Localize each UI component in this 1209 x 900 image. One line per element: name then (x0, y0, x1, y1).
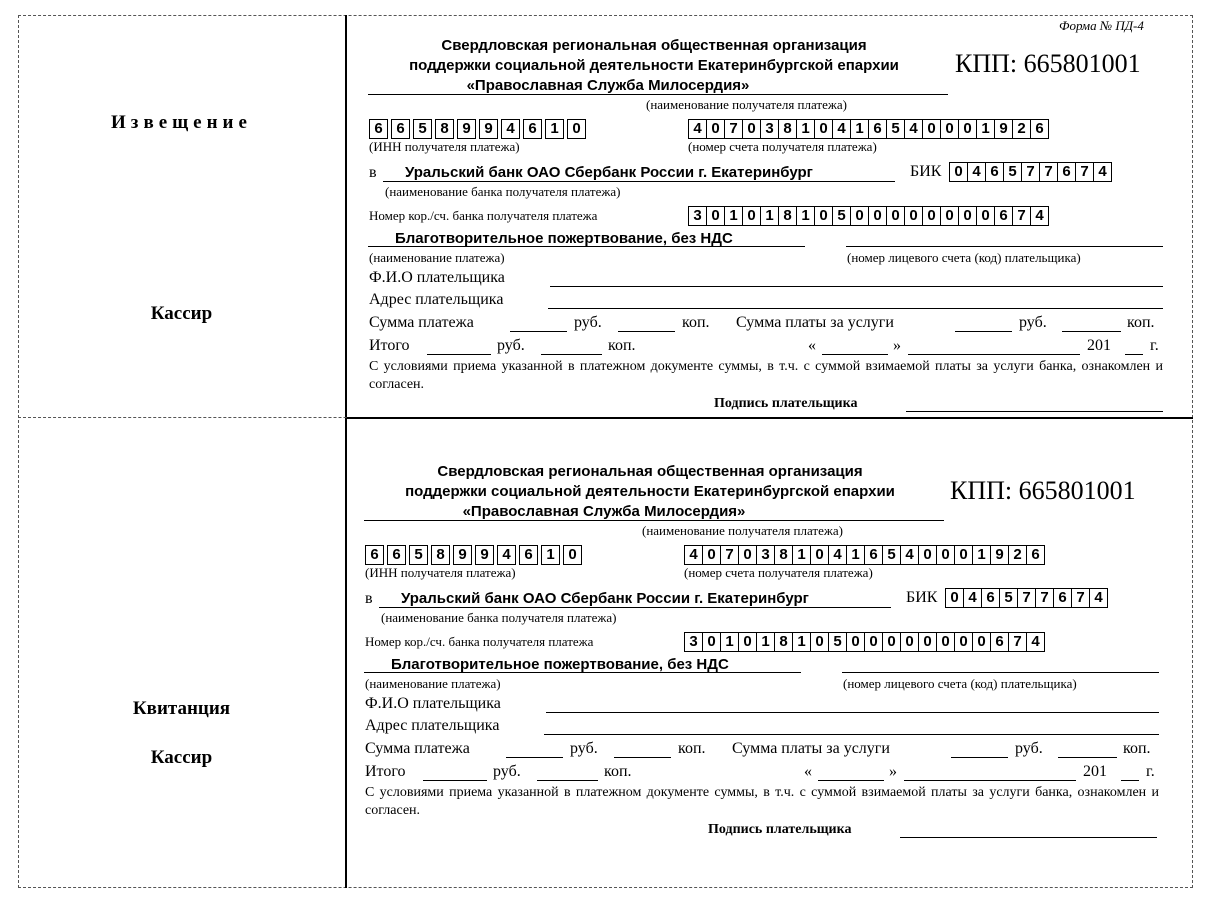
account-digit: 4 (685, 546, 703, 564)
corr-digit: 0 (977, 207, 995, 225)
corr-digit: 1 (797, 207, 815, 225)
notice-label: Извещение (111, 112, 252, 133)
corr-digit: 0 (707, 207, 725, 225)
bank-underline (379, 607, 891, 608)
account-digit: 0 (959, 120, 977, 138)
total-kop-field[interactable] (541, 354, 602, 355)
bank-name: Уральский банк ОАО Сбербанк России г. Екатеринбург (401, 590, 809, 607)
account-digit: 6 (869, 120, 887, 138)
recipient-underline (364, 520, 944, 521)
account-digit: 0 (815, 120, 833, 138)
account-digit: 1 (847, 546, 865, 564)
inn-digit: 9 (453, 545, 472, 565)
bik-digit: 7 (1072, 589, 1090, 607)
year-field[interactable] (1125, 354, 1143, 355)
inn-digit: 4 (497, 545, 516, 565)
corr-digit: 4 (1035, 207, 1044, 224)
form-number: Форма № ПД-4 (1059, 18, 1144, 33)
corr-digit: 0 (937, 633, 955, 651)
corr-digit: 0 (851, 207, 869, 225)
sum-kop-field[interactable] (614, 757, 671, 758)
inn-digit: 0 (563, 545, 582, 565)
payer-name-label: Ф.И.О плательщика (369, 269, 505, 286)
account-digit: 0 (739, 546, 757, 564)
date-quote-open: « (808, 337, 816, 354)
total-rub-field[interactable] (423, 780, 487, 781)
corr-digit: 0 (811, 633, 829, 651)
total-kop-field[interactable] (537, 780, 598, 781)
account-caption: (номер счета получателя платежа) (684, 565, 873, 580)
account-digit: 5 (887, 120, 905, 138)
service-fee-label: Сумма платы за услуги (732, 740, 890, 757)
total-rub-label: руб. (497, 337, 525, 354)
signature-label: Подпись плательщика (714, 396, 858, 411)
payer-name-label: Ф.И.О плательщика (365, 695, 501, 712)
account-digit: 1 (977, 120, 995, 138)
inn-digit: 1 (541, 545, 560, 565)
inn-digit: 6 (369, 119, 388, 139)
recipient-caption: (наименование получателя платежа) (646, 97, 847, 112)
account-digit: 0 (941, 120, 959, 138)
terms-text: С условиями приема указанной в платежном документе суммы, в т.ч. с суммой взимаемой платы за услуги банка, ознакомлен и согласен. (365, 785, 1159, 818)
corr-label: Номер кор./сч. банка получателя платежа (365, 634, 594, 649)
account-digit: 0 (743, 120, 761, 138)
terms-text: С условиями приема указанной в платежном документе суммы, в т.ч. с суммой взимаемой платы за услуги банка, ознакомлен и согласен. (369, 359, 1163, 392)
account-digit: 6 (1031, 546, 1040, 563)
bik-digit: 4 (964, 589, 982, 607)
account-digit: 0 (707, 120, 725, 138)
corr-digit: 4 (1031, 633, 1040, 650)
sum-kop-field[interactable] (618, 331, 675, 332)
service-fee-label: Сумма платы за услуги (736, 314, 894, 331)
signature-field[interactable] (906, 411, 1163, 412)
corr-digit: 0 (973, 633, 991, 651)
signature-label: Подпись плательщика (708, 822, 852, 837)
corr-boxes (684, 632, 1045, 652)
date-month-field[interactable] (904, 780, 1076, 781)
date-quote-close: » (893, 337, 901, 354)
account-digit: 8 (779, 120, 797, 138)
cashier-label-bottom: Кассир (150, 747, 213, 768)
payer-name-field[interactable] (546, 712, 1159, 713)
account-digit: 4 (689, 120, 707, 138)
corr-digit: 3 (689, 207, 707, 225)
total-label: Итого (365, 763, 406, 780)
payer-address-label: Адрес плательщика (369, 291, 504, 308)
receipt-label: Квитанция (132, 698, 231, 719)
bik-digit: 0 (946, 589, 964, 607)
corr-digit: 0 (901, 633, 919, 651)
corr-digit: 0 (869, 207, 887, 225)
payer-name-field[interactable] (550, 286, 1163, 287)
recipient-name-line3: «Православная Служба Милосердия» (462, 503, 746, 520)
bik-digit: 0 (950, 163, 968, 181)
corr-digit: 1 (761, 207, 779, 225)
account-digit: 4 (901, 546, 919, 564)
account-digit: 2 (1009, 546, 1027, 564)
corr-digit: 5 (833, 207, 851, 225)
account-digit: 0 (937, 546, 955, 564)
recipient-underline (368, 94, 948, 95)
inn-digit: 1 (545, 119, 564, 139)
inn-digit: 6 (391, 119, 410, 139)
fee-rub-label: руб. (1015, 740, 1043, 757)
bank-caption: (наименование банка получателя платежа) (381, 610, 617, 625)
bik-digit: 4 (1094, 589, 1103, 606)
account-digit: 1 (851, 120, 869, 138)
total-rub-field[interactable] (427, 354, 491, 355)
account-digit: 7 (725, 120, 743, 138)
sum-kop-label: коп. (682, 314, 710, 331)
recipient-name-line3: «Православная Служба Милосердия» (466, 77, 750, 94)
corr-digit: 0 (739, 633, 757, 651)
inn-digit: 9 (457, 119, 476, 139)
account-digit: 0 (703, 546, 721, 564)
inn-digit: 0 (567, 119, 586, 139)
inn-digit: 6 (523, 119, 542, 139)
account-digit: 4 (905, 120, 923, 138)
recipient-name-line2: поддержки социальной деятельности Екатеринбургской епархии (409, 57, 899, 74)
inn-digit: 6 (387, 545, 406, 565)
bik-digit: 7 (1036, 589, 1054, 607)
corr-digit: 0 (919, 633, 937, 651)
bik-digit: 7 (1040, 163, 1058, 181)
corr-digit: 0 (703, 633, 721, 651)
corr-digit: 0 (941, 207, 959, 225)
bik-digit: 7 (1018, 589, 1036, 607)
sum-label: Сумма платежа (365, 740, 470, 757)
cashier-label-top: Кассир (150, 303, 213, 324)
purpose-underline (364, 672, 801, 673)
bik-boxes (949, 162, 1112, 182)
account-code-line (846, 246, 1163, 247)
account-digit: 5 (883, 546, 901, 564)
inn-boxes (369, 119, 589, 139)
recipient-name-line1: Свердловская региональная общественная организация (441, 37, 867, 54)
fee-kop-label: коп. (1127, 314, 1155, 331)
kpp: КПП: 665801001 (955, 49, 1141, 78)
bank-underline (383, 181, 895, 182)
fee-rub-field[interactable] (955, 331, 1012, 332)
corr-digit: 0 (865, 633, 883, 651)
account-digit: 9 (995, 120, 1013, 138)
bank-prefix: в (365, 590, 373, 607)
inn-digit: 5 (409, 545, 428, 565)
corr-digit: 0 (923, 207, 941, 225)
bik-digit: 4 (1098, 163, 1107, 180)
corr-digit: 8 (779, 207, 797, 225)
corr-digit: 0 (883, 633, 901, 651)
vertical-divider (345, 15, 347, 888)
bank-caption: (наименование банка получателя платежа) (385, 184, 621, 199)
fee-rub-field[interactable] (951, 757, 1008, 758)
year-suffix: г. (1150, 337, 1159, 354)
account-digit: 1 (793, 546, 811, 564)
purpose: Благотворительное пожертвование, без НДС (395, 230, 733, 247)
date-quote-open: « (804, 763, 812, 780)
inn-digit: 9 (479, 119, 498, 139)
purpose-caption: (наименование платежа) (365, 676, 501, 691)
account-boxes (684, 545, 1045, 565)
section-divider (347, 417, 1193, 419)
corr-digit: 6 (991, 633, 1009, 651)
account-digit: 0 (923, 120, 941, 138)
purpose-caption: (наименование платежа) (369, 250, 505, 265)
corr-digit: 0 (743, 207, 761, 225)
bik-digit: 7 (1022, 163, 1040, 181)
bik-digit: 6 (1054, 589, 1072, 607)
inn-digit: 6 (519, 545, 538, 565)
inn-boxes (365, 545, 585, 565)
corr-digit: 7 (1013, 207, 1031, 225)
bank-prefix: в (369, 164, 377, 181)
sum-kop-label: коп. (678, 740, 706, 757)
corr-digit: 7 (1009, 633, 1027, 651)
total-kop-label: коп. (608, 337, 636, 354)
corr-digit: 0 (955, 633, 973, 651)
corr-digit: 1 (721, 633, 739, 651)
total-rub-label: руб. (493, 763, 521, 780)
inn-digit: 8 (435, 119, 454, 139)
inn-digit: 4 (501, 119, 520, 139)
year-prefix: 201 (1087, 337, 1111, 354)
account-digit: 1 (973, 546, 991, 564)
fee-kop-field[interactable] (1062, 331, 1121, 332)
inn-caption: (ИНН получателя платежа) (369, 139, 520, 154)
account-digit: 3 (761, 120, 779, 138)
bank-name: Уральский банк ОАО Сбербанк России г. Екатеринбург (405, 164, 813, 181)
account-digit: 4 (829, 546, 847, 564)
corr-digit: 0 (905, 207, 923, 225)
date-day-field[interactable] (822, 354, 888, 355)
account-digit: 6 (865, 546, 883, 564)
recipient-caption: (наименование получателя платежа) (642, 523, 843, 538)
fee-kop-label: коп. (1123, 740, 1151, 757)
inn-caption: (ИНН получателя платежа) (365, 565, 516, 580)
account-code-caption: (номер лицевого счета (код) плательщика) (847, 250, 1081, 265)
corr-digit: 1 (793, 633, 811, 651)
date-month-field[interactable] (908, 354, 1080, 355)
corr-digit: 5 (829, 633, 847, 651)
corr-digit: 8 (775, 633, 793, 651)
bik-digit: 6 (986, 163, 1004, 181)
bik-digit: 6 (1058, 163, 1076, 181)
payer-address-field[interactable] (544, 734, 1159, 735)
account-digit: 8 (775, 546, 793, 564)
account-boxes (688, 119, 1049, 139)
sum-rub-field[interactable] (510, 331, 567, 332)
corr-digit: 0 (959, 207, 977, 225)
corr-digit: 6 (995, 207, 1013, 225)
bik-label: БИК (906, 589, 938, 606)
corr-boxes (688, 206, 1049, 226)
corr-digit: 0 (847, 633, 865, 651)
bik-digit: 5 (1004, 163, 1022, 181)
corr-digit: 3 (685, 633, 703, 651)
account-digit: 0 (811, 546, 829, 564)
bik-digit: 7 (1076, 163, 1094, 181)
inn-digit: 8 (431, 545, 450, 565)
account-digit: 6 (1035, 120, 1044, 137)
year-prefix: 201 (1083, 763, 1107, 780)
account-digit: 3 (757, 546, 775, 564)
sum-rub-field[interactable] (506, 757, 563, 758)
fee-rub-label: руб. (1019, 314, 1047, 331)
inn-digit: 9 (475, 545, 494, 565)
corr-digit: 1 (757, 633, 775, 651)
recipient-name-line2: поддержки социальной деятельности Екатеринбургской епархии (405, 483, 895, 500)
date-day-field[interactable] (818, 780, 884, 781)
account-digit: 0 (919, 546, 937, 564)
payer-address-field[interactable] (548, 308, 1163, 309)
corr-digit: 0 (887, 207, 905, 225)
bik-digit: 5 (1000, 589, 1018, 607)
account-code-line (842, 672, 1159, 673)
account-digit: 9 (991, 546, 1009, 564)
corr-digit: 1 (725, 207, 743, 225)
year-suffix: г. (1146, 763, 1155, 780)
date-quote-close: » (889, 763, 897, 780)
purpose: Благотворительное пожертвование, без НДС (391, 656, 729, 673)
account-digit: 1 (797, 120, 815, 138)
corr-digit: 0 (815, 207, 833, 225)
purpose-underline (368, 246, 805, 247)
recipient-name-line1: Свердловская региональная общественная организация (437, 463, 863, 480)
total-kop-label: коп. (604, 763, 632, 780)
account-digit: 7 (721, 546, 739, 564)
corr-label: Номер кор./сч. банка получателя платежа (369, 208, 598, 223)
account-digit: 2 (1013, 120, 1031, 138)
account-digit: 0 (955, 546, 973, 564)
bik-digit: 4 (968, 163, 986, 181)
account-caption: (номер счета получателя платежа) (688, 139, 877, 154)
total-label: Итого (369, 337, 410, 354)
bik-digit: 6 (982, 589, 1000, 607)
signature-field[interactable] (900, 837, 1157, 838)
year-field[interactable] (1121, 780, 1139, 781)
account-code-caption: (номер лицевого счета (код) плательщика) (843, 676, 1077, 691)
sum-rub-label: руб. (570, 740, 598, 757)
bik-label: БИК (910, 163, 942, 180)
sum-rub-label: руб. (574, 314, 602, 331)
kpp: КПП: 665801001 (950, 476, 1136, 505)
inn-digit: 6 (365, 545, 384, 565)
fee-kop-field[interactable] (1058, 757, 1117, 758)
payer-address-label: Адрес плательщика (365, 717, 500, 734)
inn-digit: 5 (413, 119, 432, 139)
bik-boxes (945, 588, 1108, 608)
sum-label: Сумма платежа (369, 314, 474, 331)
account-digit: 4 (833, 120, 851, 138)
